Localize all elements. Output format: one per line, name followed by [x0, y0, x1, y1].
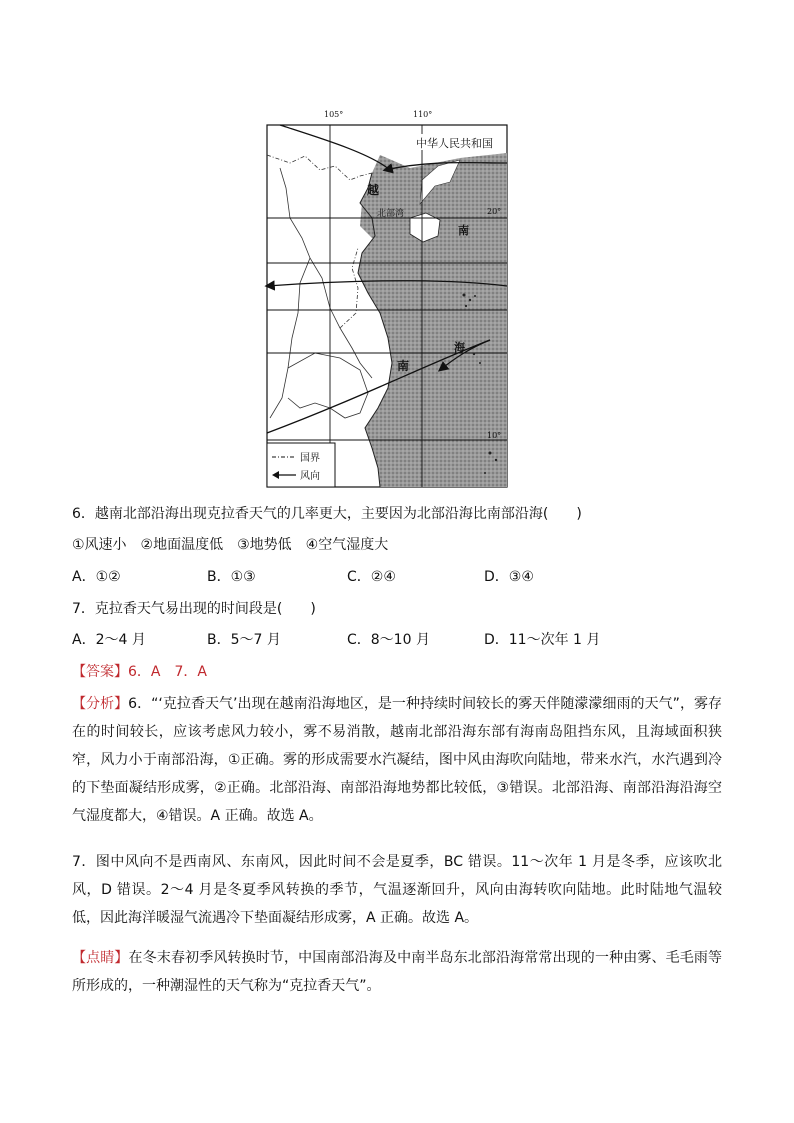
map-figure [260, 108, 510, 490]
analysis-paragraph-6 [72, 690, 722, 830]
label-sea-nan: 南 [458, 224, 469, 237]
label-sea-hai: 海 [454, 341, 465, 354]
legend-border-label: 国界 [300, 453, 320, 464]
q7-option-b[interactable]: B．5～7 月 [207, 632, 281, 648]
label-nam: 南 [397, 359, 410, 373]
q7-option-a[interactable]: A．2～4 月 [72, 632, 146, 648]
q6-option-a[interactable]: A．①② [72, 569, 121, 585]
q7-option-d[interactable]: D．11～次年 1 月 [484, 632, 601, 648]
analysis-tag: 【分析】 [72, 696, 129, 712]
legend-wind-label: 风向 [300, 471, 320, 482]
answer-line [72, 662, 207, 682]
note-paragraph [72, 944, 722, 1000]
question-7-stem: 7．克拉香天气易出现的时间段是( ) [72, 601, 316, 617]
map-legend [267, 443, 335, 487]
note-tag: 【点睛】 [72, 950, 129, 966]
answer-text: 6．A 7．A [128, 664, 207, 680]
q7-option-c[interactable]: C．8～10 月 [347, 632, 430, 648]
note-text: 在冬末春初季风转换时节，中国南部沿海及中南半岛东北部沿海常常出现的一种由雾、毛毛雨等所形成的，一种潮湿性的天气称为“克拉香天气”。 [72, 950, 723, 994]
q6-option-b[interactable]: B．①③ [207, 569, 256, 585]
answer-tag: 【答案】 [72, 664, 128, 680]
lon-label-105: 105° [324, 110, 344, 119]
q6-option-d[interactable]: D．③④ [484, 569, 534, 585]
label-gulf: 北部湾 [377, 209, 405, 219]
lon-label-110: 110° [413, 110, 433, 119]
analysis-text-7: 7．图中风向不是西南风、东南风，因此时间不会是夏季，BC 错误。11～次年 1 月是冬季，应该吹北风，D 错误。2～4 月是冬夏季风转换的季节，气温逐渐回升，风向由海转吹向陆地。此时陆地气温较低，因此海洋暖湿气流遇冷下垫面凝结形成雾，A 正确。故选 A。 [72, 854, 722, 926]
analysis-text-6: 6．“‘克拉香天气’出现在越南沿海地区，是一种持续时间较长的雾天伴随濛濛细雨的天气”，雾存在的时间较长，应该考虑风力较小，雾不易消散，越南北部沿海东部有海南岛阻挡东风，且海域面积狭窄，风力小于南部沿海，①正确。雾的形成需要水汽凝结，图中风由海吹向陆地，带来水汽，水汽遇到冷的下垫面凝结形成雾，②正确。北部沿海、南部沿海地势都比较低，③错误。北部沿海、南部沿海沿海空气湿度都大，④错误。A 正确。故选 A。 [72, 696, 723, 824]
question-6-statements: ①风速小 ②地面温度低 ③地势低 ④空气湿度大 [72, 537, 389, 553]
vietnam-map [260, 108, 510, 490]
lat-label-20: 20° [487, 207, 502, 216]
label-viet: 越 [367, 183, 380, 197]
analysis-paragraph-7 [72, 848, 722, 932]
label-china: 中华人民共和国 [416, 137, 493, 150]
lat-label-10: 10° [487, 431, 502, 440]
q6-option-c[interactable]: C．②④ [347, 569, 396, 585]
question-6-stem: 6．越南北部沿海出现克拉香天气的几率更大，主要因为北部沿海比南部沿海( ) [72, 506, 582, 522]
